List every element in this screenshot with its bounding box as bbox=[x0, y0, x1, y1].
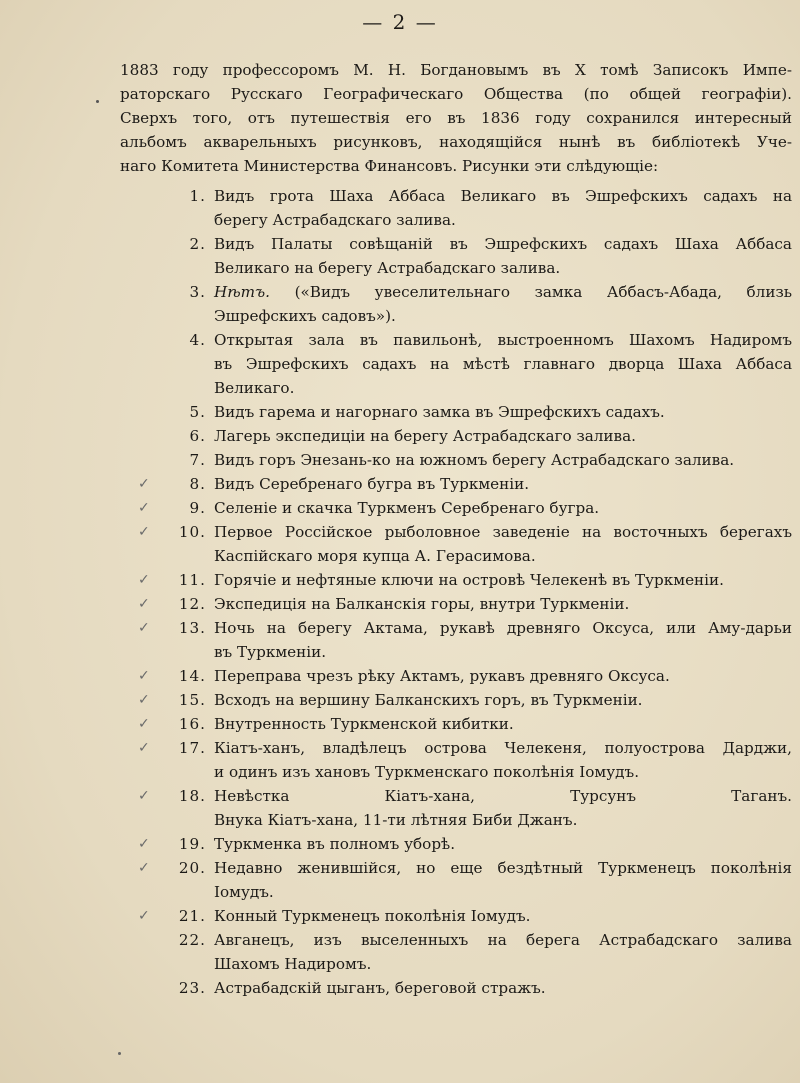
item-number: 11. bbox=[178, 571, 206, 589]
item-number: 15. bbox=[178, 691, 206, 709]
list-item bbox=[130, 976, 792, 1000]
item-text-line: Невѣстка Кіатъ-хана, Турсунъ Таганъ. bbox=[214, 787, 792, 805]
item-text-line: Эшрефскихъ садовъ»). bbox=[214, 307, 396, 325]
item-number: 10. bbox=[178, 523, 206, 541]
item-text-line: Внутренность Туркменской кибитки. bbox=[214, 715, 514, 733]
list-item bbox=[130, 688, 792, 712]
list-item bbox=[130, 832, 792, 856]
item-text-line: Конный Туркменецъ поколѣнія Іомудъ. bbox=[214, 907, 531, 925]
item-number: 23. bbox=[178, 979, 206, 997]
list-item bbox=[130, 616, 792, 664]
item-text-line: Видъ горъ Энезань-ко на южномъ берегу Астрабадскаго залива. bbox=[214, 451, 735, 469]
pencil-check-mark: ✓ bbox=[138, 596, 150, 612]
pencil-check-mark: ✓ bbox=[138, 620, 150, 636]
item-number: 8. bbox=[189, 475, 206, 493]
item-number: 3. bbox=[189, 283, 206, 301]
pencil-check-mark: ✓ bbox=[138, 692, 150, 708]
item-note-italic: Нѣтъ. bbox=[214, 283, 270, 301]
pencil-check-mark: ✓ bbox=[138, 788, 150, 804]
list-item bbox=[130, 400, 792, 424]
margin-speck-bottom bbox=[118, 1052, 121, 1055]
item-text-line: Селеніе и скачка Туркменъ Серебренаго бугра. bbox=[214, 499, 600, 517]
item-text-line: въ Туркменіи. bbox=[214, 643, 327, 661]
drawings-list bbox=[130, 184, 792, 1000]
item-text-line: Великаго на берегу Астрабадскаго залива. bbox=[214, 259, 561, 277]
item-text-line: Видъ грота Шаха Аббаса Великаго въ Эшрефскихъ садахъ на bbox=[214, 187, 792, 205]
page-number: — 2 — bbox=[362, 10, 438, 34]
item-number: 12. bbox=[178, 595, 206, 613]
list-item bbox=[130, 520, 792, 568]
pencil-check-mark: ✓ bbox=[138, 740, 150, 756]
item-text-line: Астрабадскій цыганъ, береговой стражъ. bbox=[214, 979, 546, 997]
item-text-line: Первое Россійское рыболовное заведеніе на восточныхъ берегахъ bbox=[214, 523, 792, 541]
pencil-check-mark: ✓ bbox=[138, 860, 150, 876]
list-item bbox=[130, 472, 792, 496]
list-item bbox=[130, 496, 792, 520]
intro-paragraph bbox=[120, 58, 792, 178]
item-number: 13. bbox=[178, 619, 206, 637]
item-number: 18. bbox=[178, 787, 206, 805]
list-item bbox=[130, 280, 792, 328]
pencil-check-mark: ✓ bbox=[138, 668, 150, 684]
item-text-line: Видъ гарема и нагорнаго замка въ Эшрефскихъ садахъ. bbox=[214, 403, 665, 421]
item-number: 9. bbox=[189, 499, 206, 517]
pencil-check-mark: ✓ bbox=[138, 476, 150, 492]
item-number: 4. bbox=[189, 331, 206, 349]
item-text-line: Великаго. bbox=[214, 379, 295, 397]
item-number: 14. bbox=[178, 667, 206, 685]
item-number: 21. bbox=[178, 907, 206, 925]
item-number: 22. bbox=[178, 931, 206, 949]
intro-line: альбомъ акварельныхъ рисунковъ, находящійся нынѣ въ библіотекѣ Уче- bbox=[120, 133, 792, 151]
list-item bbox=[130, 448, 792, 472]
item-text-line: Недавно женившійся, но еще бездѣтный Туркменецъ поколѣнія bbox=[214, 859, 792, 877]
list-item bbox=[130, 736, 792, 784]
list-item bbox=[130, 784, 792, 832]
item-text-line: Горячіе и нефтяные ключи на островѣ Челекенѣ въ Туркменіи. bbox=[214, 571, 724, 589]
pencil-check-mark: ✓ bbox=[138, 524, 150, 540]
item-text-line: Всходъ на вершину Балканскихъ горъ, въ Туркменіи. bbox=[214, 691, 643, 709]
item-number: 1. bbox=[189, 187, 206, 205]
list-item bbox=[130, 856, 792, 904]
item-number: 20. bbox=[178, 859, 206, 877]
item-text-line: Шахомъ Надиромъ. bbox=[214, 955, 372, 973]
item-text-line: Экспедиція на Балканскія горы, внутри Туркменіи. bbox=[214, 595, 630, 613]
item-text-line: Каспійскаго моря купца А. Герасимова. bbox=[214, 547, 536, 565]
intro-line: наго Комитета Министерства Финансовъ. Рисунки эти слѣдующіе: bbox=[120, 157, 659, 175]
item-text-line: Лагерь экспедиціи на берегу Астрабадскаго залива. bbox=[214, 427, 636, 445]
item-number: 17. bbox=[178, 739, 206, 757]
intro-line: Сверхъ того, отъ путешествія его въ 1836 году сохранился интересный bbox=[120, 109, 792, 127]
intro-line: раторскаго Русскаго Географическаго Общества (по общей географіи). bbox=[120, 85, 792, 103]
item-text-line: Видъ Серебренаго бугра въ Туркменіи. bbox=[214, 475, 530, 493]
list-item bbox=[130, 592, 792, 616]
item-number: 2. bbox=[189, 235, 206, 253]
margin-speck bbox=[96, 100, 99, 103]
item-text-line: Видъ Палаты совѣщаній въ Эшрефскихъ садахъ Шаха Аббаса bbox=[214, 235, 792, 253]
pencil-check-mark: ✓ bbox=[138, 716, 150, 732]
item-text-line: Туркменка въ полномъ уборѣ. bbox=[214, 835, 456, 853]
item-text-line: берегу Астрабадскаго залива. bbox=[214, 211, 456, 229]
item-text-line: Іомудъ. bbox=[214, 883, 274, 901]
list-item bbox=[130, 712, 792, 736]
item-number: 6. bbox=[189, 427, 206, 445]
list-item bbox=[130, 328, 792, 400]
item-text-line: Переправа чрезъ рѣку Актамъ, рукавъ древняго Оксуса. bbox=[214, 667, 670, 685]
list-item bbox=[130, 928, 792, 976]
item-number: 19. bbox=[178, 835, 206, 853]
item-number: 5. bbox=[189, 403, 206, 421]
item-text-line: Ночь на берегу Актама, рукавѣ древняго Оксуса, или Аму-дарьи bbox=[214, 619, 792, 637]
item-text-line bbox=[214, 280, 792, 304]
pencil-check-mark: ✓ bbox=[138, 500, 150, 516]
intro-line: 1883 году профессоромъ М. Н. Богдановымъ въ X томѣ Записокъ Импе- bbox=[120, 61, 792, 79]
pencil-check-mark: ✓ bbox=[138, 836, 150, 852]
pencil-check-mark: ✓ bbox=[138, 908, 150, 924]
item-number: 7. bbox=[189, 451, 206, 469]
list-item bbox=[130, 904, 792, 928]
item-text-line: Открытая зала въ павильонѣ, выстроенномъ Шахомъ Надиромъ bbox=[214, 331, 792, 349]
item-text-line: и одинъ изъ хановъ Туркменскаго поколѣнія Іомудъ. bbox=[214, 763, 640, 781]
list-item bbox=[130, 184, 792, 232]
item-text: («Видъ увеселительнаго замка Аббасъ-Абада, близь bbox=[270, 283, 792, 301]
item-number: 16. bbox=[178, 715, 206, 733]
list-item bbox=[130, 568, 792, 592]
list-item bbox=[130, 424, 792, 448]
list-item bbox=[130, 664, 792, 688]
item-text-line: Кіатъ-ханъ, владѣлецъ острова Челекеня, полуострова Дарджи, bbox=[214, 739, 792, 757]
item-text-line: въ Эшрефскихъ садахъ на мѣстѣ главнаго дворца Шаха Аббаса bbox=[214, 355, 792, 373]
item-text-line: Внука Кіатъ-хана, 11-ти лѣтняя Биби Джанъ. bbox=[214, 811, 578, 829]
item-text-line: Авганецъ, изъ выселенныхъ на берега Астрабадскаго залива bbox=[214, 931, 792, 949]
list-item bbox=[130, 232, 792, 280]
pencil-check-mark: ✓ bbox=[138, 572, 150, 588]
